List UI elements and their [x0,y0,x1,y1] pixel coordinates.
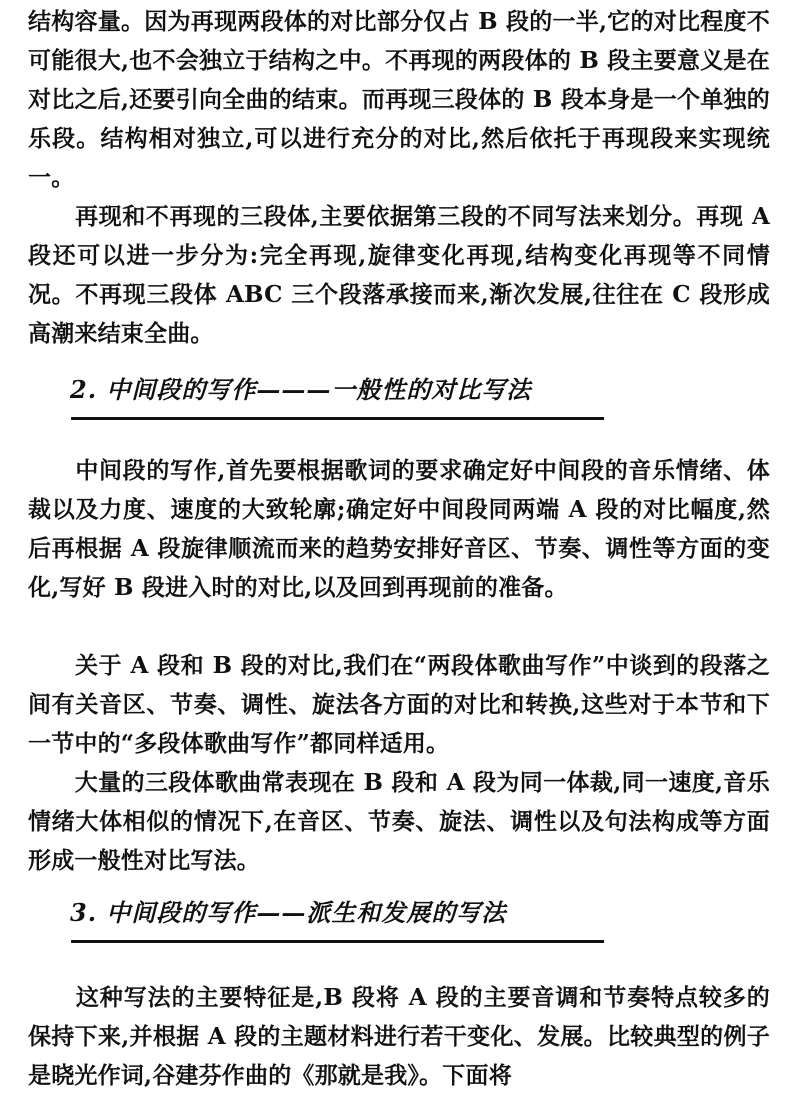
paragraph-ternary-structure: 结构容量。因为再现两段体的对比部分仅占 B 段的一半,它的对比程度不可能很大,也不会独立于结构之中。不再现的两段体的 B 段主要意义是在对比之后,还要引向全曲的结束。而再现三段体的 B 段本身是一个单独的乐段。结构相对独立,可以进行充分的对比,然后依托于再现段来实现统一。 [28,8,770,191]
paragraph-ab-contrast: 关于 A 段和 B 段的对比,我们在“两段体歌曲写作”中谈到的段落之间有关音区、节奏、调性、旋法各方面的对比和转换,这些对于本节和下一节中的“多段体歌曲写作”都同样适用。 [28,652,770,757]
heading-underline-3 [71,940,604,943]
paragraph-middle-section-writing: 中间段的写作,首先要根据歌词的要求确定好中间段的音乐情绪、体裁以及力度、速度的大致轮廓;确定好中间段同两端 A 段的对比幅度,然后再根据 A 段旋律顺流而来的趋势安排好音区、节奏、调性等方面的变化,写好 B 段进入时的对比,以及回到再现前的准备。 [28,457,770,601]
section-heading-2: 2. 中间段的写作———一般性的对比写法 [70,375,532,404]
paragraph-recapitulation-types: 再现和不再现的三段体,主要依据第三段的不同写法来划分。再现 A 段还可以进一步分为:完全再现,旋律变化再现,结构变化再现等不同情况。不再现三段体 ABC 三个段落承接而来,渐次发展,往往在 C 段形成高潮来结束全曲。 [28,203,770,347]
paragraph-derived-development: 这种写法的主要特征是,B 段将 A 段的主要音调和节奏特点较多的保持下来,并根据 A 段的主题材料进行若干变化、发展。比较典型的例子是晓光作词,谷建芬作曲的《那就是我》。下面将 [28,984,770,1089]
paragraph-general-contrast: 大量的三段体歌曲常表现在 B 段和 A 段为同一体裁,同一速度,音乐情绪大体相似的情况下,在音区、节奏、旋法、调性以及句法构成等方面形成一般性对比写法。 [28,769,770,874]
section-heading-3: 3. 中间段的写作——派生和发展的写法 [70,898,507,927]
heading-underline-2 [71,417,604,420]
